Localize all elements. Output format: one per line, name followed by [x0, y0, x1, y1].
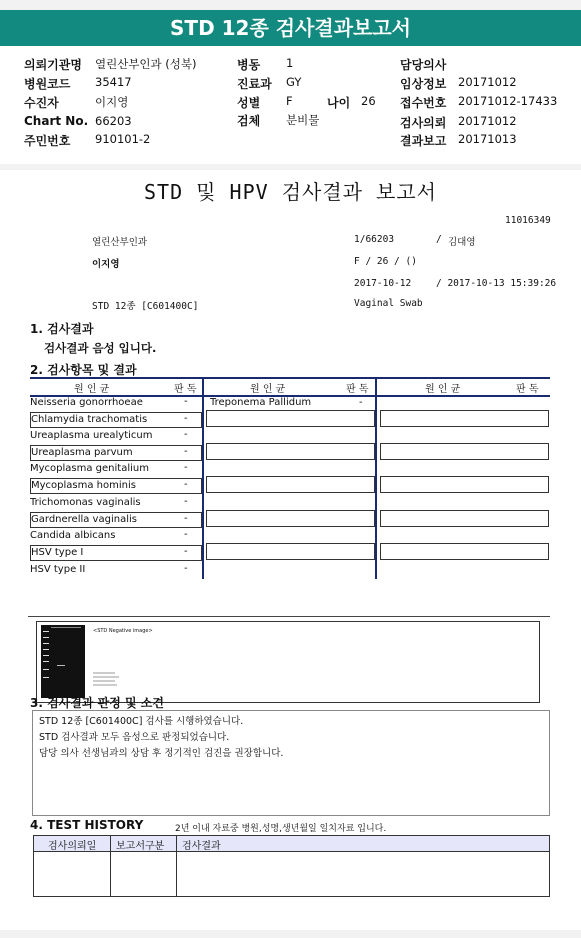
history-note: 2년 이내 자료중 병원,성명,생년월일 일치자료 입니다. — [175, 824, 387, 834]
column-divider — [375, 377, 377, 579]
opinion-line: 담당 의사 선생님과의 상담 후 정기적인 검진을 권장합니다. — [39, 748, 284, 759]
opinion-line: STD 검사결과 모두 음성으로 판정되었습니다. — [39, 732, 230, 743]
empty-cell — [380, 476, 549, 493]
report-doc-sep: / — [436, 234, 442, 245]
clinical-info-label: 임상정보 — [400, 77, 447, 91]
organism-result: - — [184, 479, 188, 490]
organism-row: Chlamydia trachomatis — [30, 412, 202, 428]
organism-result: - — [184, 429, 188, 440]
empty-cell — [206, 510, 375, 527]
empty-cell — [380, 543, 549, 560]
report-title-bar: STD 12종 검사결과보고서 — [0, 10, 581, 46]
section2-title: 2. 검사항목 및 결과 — [30, 363, 137, 377]
report-sex-age: F / 26 / () — [354, 256, 417, 267]
organism-row: Trichomonas vaginalis — [30, 497, 141, 508]
hospital-value: 열린산부인과 (성북) — [95, 57, 197, 71]
opinion-box — [32, 710, 550, 816]
department-label: 진료과 — [237, 77, 272, 91]
request-date-value: 20171012 — [458, 114, 517, 128]
history-col-divider — [110, 836, 111, 896]
report-doctor: 김대영 — [448, 237, 476, 248]
report-sheet — [0, 170, 581, 930]
chart-no-label: Chart No. — [24, 114, 89, 128]
empty-cell — [380, 510, 549, 527]
report-specimen: Vaginal Swab — [354, 298, 423, 309]
hospital-label: 의뢰기관명 — [24, 58, 82, 72]
section1-text: 검사결과 음성 입니다. — [44, 341, 157, 355]
empty-cell — [206, 476, 375, 493]
organism-row-col2: Treponema Pallidum — [210, 397, 312, 408]
report-date-label: 결과보고 — [400, 134, 447, 148]
doctor-label: 담당의사 — [400, 58, 447, 72]
sex-value: F — [286, 94, 293, 108]
empty-cell — [206, 443, 375, 460]
id-number-label: 주민번호 — [24, 134, 71, 148]
organism-row: Neisseria gonorrhoeae — [30, 397, 143, 408]
section4-title: 4. TEST HISTORY — [30, 818, 144, 832]
report-hospital: 열린산부인과 — [92, 237, 148, 248]
organism-result-col2: - — [359, 397, 363, 408]
gel-electrophoresis-image — [41, 625, 85, 698]
history-col-type: 보고서구분 — [116, 841, 165, 852]
column-divider — [202, 377, 204, 579]
results-table-header — [30, 377, 550, 397]
section3-title: 3. 검사결과 판정 및 소견 — [30, 696, 164, 710]
request-date-label: 검사의뢰 — [400, 116, 447, 130]
organism-result: - — [184, 462, 188, 473]
col-organism-3: 원 인 균 — [425, 384, 461, 395]
age-label: 나이 — [327, 96, 351, 110]
report-reported: / 2017-10-13 15:39:26 — [436, 278, 557, 289]
hospital-code-value: 35417 — [95, 75, 132, 89]
report-number: 11016349 — [505, 215, 551, 226]
empty-cell — [206, 410, 375, 427]
ward-label: 병동 — [237, 58, 261, 72]
clinical-info-value: 20171012 — [458, 75, 517, 89]
organism-result: - — [184, 546, 188, 557]
patient-header — [0, 46, 581, 164]
report-patient: 이지영 — [92, 259, 120, 270]
organism-row: Ureaplasma urealyticum — [30, 430, 153, 441]
history-table — [33, 835, 550, 897]
patient-label: 수진자 — [24, 96, 59, 110]
organism-result: - — [184, 496, 188, 507]
organism-row: Mycoplasma hominis — [30, 478, 202, 494]
empty-cell — [206, 543, 375, 560]
section1-title: 1. 검사결과 — [30, 322, 94, 336]
organism-result: - — [184, 529, 188, 540]
history-col-divider — [176, 836, 177, 896]
report-test-name: STD 12종 [C601400C] — [92, 301, 199, 312]
history-col-result: 검사결과 — [182, 841, 221, 852]
specimen-label: 검체 — [237, 114, 261, 128]
hospital-code-label: 병원코드 — [24, 77, 71, 91]
receipt-no-value: 20171012-17433 — [458, 94, 558, 108]
divider — [28, 616, 550, 617]
col-organism-1: 원 인 균 — [74, 384, 110, 395]
department-value: GY — [286, 75, 302, 89]
ward-value: 1 — [286, 56, 294, 70]
organism-result: - — [184, 513, 188, 524]
gel-legend — [93, 670, 123, 690]
age-value: 26 — [361, 94, 376, 108]
col-organism-2: 원 인 균 — [250, 384, 286, 395]
gel-image-panel — [36, 621, 540, 703]
report-doc-ref: 1/66203 — [354, 234, 395, 245]
sex-label: 성별 — [237, 96, 261, 110]
report-received: 2017-10-12 — [354, 278, 412, 289]
opinion-line: STD 12종 [C601400C] 검사를 시행하였습니다. — [39, 716, 244, 727]
history-col-date: 검사의뢰일 — [48, 841, 97, 852]
empty-cell — [380, 443, 549, 460]
receipt-no-label: 접수번호 — [400, 96, 447, 110]
specimen-value: 분비물 — [286, 113, 320, 127]
col-result-1: 판 독 — [174, 384, 197, 395]
organism-row: HSV type I — [30, 545, 202, 561]
organism-result: - — [184, 563, 188, 574]
history-table-header — [34, 836, 549, 852]
patient-value: 이지영 — [95, 95, 129, 109]
organism-row: Ureaplasma parvum — [30, 445, 202, 461]
organism-row: Candida albicans — [30, 530, 116, 541]
col-result-2: 판 독 — [346, 384, 369, 395]
chart-no-value: 66203 — [95, 114, 132, 128]
report-title: STD 및 HPV 검사결과 보고서 — [144, 180, 437, 204]
empty-cell — [380, 410, 549, 427]
organism-row: Mycoplasma genitalium — [30, 463, 149, 474]
report-date-value: 20171013 — [458, 132, 517, 146]
organism-result: - — [184, 446, 188, 457]
gel-image-caption: <STD Negative image> — [93, 628, 153, 634]
organism-result: - — [184, 396, 188, 407]
organism-row: HSV type II — [30, 564, 86, 575]
col-result-3: 판 독 — [516, 384, 539, 395]
id-number-value: 910101-2 — [95, 132, 151, 146]
organism-row: Gardnerella vaginalis — [30, 512, 202, 528]
organism-result: - — [184, 413, 188, 424]
